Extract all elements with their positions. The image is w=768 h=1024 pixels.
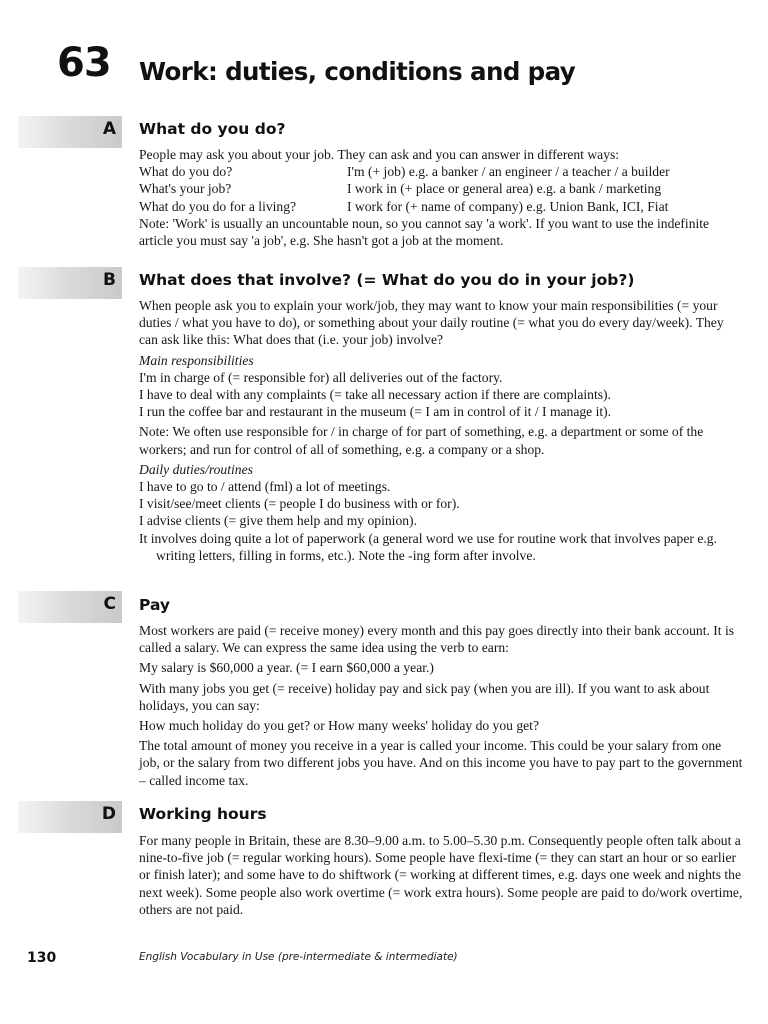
pay-paragraph: Most workers are paid (= receive money) every month and this pay goes directly into their bank account. It is called a salary. We can express the same idea using the verb to earn: xyxy=(139,623,735,656)
section-a-heading: What do you do? xyxy=(139,120,286,138)
table-question: What do you do? xyxy=(139,164,233,180)
holiday-paragraph: With many jobs you get (= receive) holiday pay and sick pay (when you are ill). If you want to ask about holidays, you can say: xyxy=(139,680,710,713)
book-title: English Vocabulary in Use (pre-intermediate & intermediate) xyxy=(139,951,458,963)
section-c-heading: Pay xyxy=(139,596,171,614)
duty-line: It involves doing quite a lot of paperwork (a general word we use for routine work that involves paper e.g. writing letters, filling in forms, etc.). Note the -ing form after involve. xyxy=(139,530,717,563)
duty-line: I have to go to / attend (fml) a lot of meetings. xyxy=(139,479,391,495)
table-answer: I work in (+ place or general area) e.g. a bank / marketing xyxy=(347,181,662,197)
page-number: 130 xyxy=(27,950,57,966)
section-a-note: Note: 'Work' is usually an uncountable noun, so you cannot say 'a work'. If you want to use the indefinite article you must say 'a job', e.g. She hasn't got a job at the moment. xyxy=(139,215,710,249)
responsibility-line: I run the coffee bar and restaurant in the museum (= I am in control of it / I manage it). xyxy=(139,404,612,420)
section-a-letter: A xyxy=(102,119,116,139)
section-b-note: Note: We often use responsible for / in charge of for part of something, e.g. a department or some of the workers; and run for control of all of something, e.g. a company or a shop. xyxy=(139,424,704,457)
table-answer: I work for (+ name of company) e.g. Union Bank, ICI, Fiat xyxy=(347,198,669,214)
section-c-body xyxy=(139,622,744,789)
duty-line: I advise clients (= give them help and my opinion). xyxy=(139,513,417,529)
salary-example: My salary is $60,000 a year. (= I earn $60,000 a year.) xyxy=(139,660,434,676)
section-d-bar xyxy=(18,801,122,833)
section-d-letter: D xyxy=(101,804,116,824)
section-b-body xyxy=(139,297,744,564)
working-hours-paragraph: For many people in Britain, these are 8.30–9.00 a.m. to 5.00–5.30 p.m. Consequently people often talk about a nine-to-five job (= regular working hours). Some people have flexi-time (= they can start an hour or so earlier or finish later); and some have to do shiftwork (= working at different times, e.g. days one week and nights the next week). Some people also work overtime (= work extra hours). Some people are paid to do/work overtime, others are not paid. xyxy=(139,833,743,917)
table-question: What do you do for a living? xyxy=(139,198,297,214)
section-b-intro: When people ask you to explain your work/job, they may want to know your main responsibilities (= your duties / what you have to do), or something about your daily routine (= what you do every day/week). They can ask like this: What does that (i.e. your job) involve? xyxy=(139,298,724,348)
section-b-heading: What does that involve? (= What do you do in your job?) xyxy=(139,271,635,289)
income-paragraph: The total amount of money you receive in a year is called your income. This could be your salary from one job, or the salary from two different jobs you have. And on this income you have to pay part to the government – called income tax. xyxy=(139,738,743,788)
section-c-bar xyxy=(18,591,122,623)
daily-duties-subheading: Daily duties/routines xyxy=(139,461,253,477)
section-a-bar xyxy=(18,116,122,148)
table-answer: I'm (+ job) e.g. a banker / an engineer / a teacher / a builder xyxy=(347,164,670,180)
main-responsibilities-subheading: Main responsibilities xyxy=(139,352,254,368)
section-a-intro: People may ask you about your job. They can ask and you can answer in different ways: xyxy=(139,147,620,162)
section-d-body xyxy=(139,832,744,918)
section-c-letter: C xyxy=(103,594,116,614)
duty-line: I visit/see/meet clients (= people I do business with or for). xyxy=(139,496,460,512)
section-d-heading: Working hours xyxy=(139,805,267,823)
section-b-bar xyxy=(18,267,122,299)
section-b-letter: B xyxy=(103,270,116,290)
job-question-table xyxy=(139,163,744,215)
unit-title: Work: duties, conditions and pay xyxy=(139,57,576,86)
section-a-body xyxy=(139,146,744,249)
responsibility-line: I'm in charge of (= responsible for) all deliveries out of the factory. xyxy=(139,369,503,385)
responsibility-line: I have to deal with any complaints (= take all necessary action if there are complaints). xyxy=(139,387,611,403)
table-question: What's your job? xyxy=(139,181,232,197)
holiday-question: How much holiday do you get? or How many weeks' holiday do you get? xyxy=(139,718,539,734)
unit-number: 63 xyxy=(57,40,111,86)
